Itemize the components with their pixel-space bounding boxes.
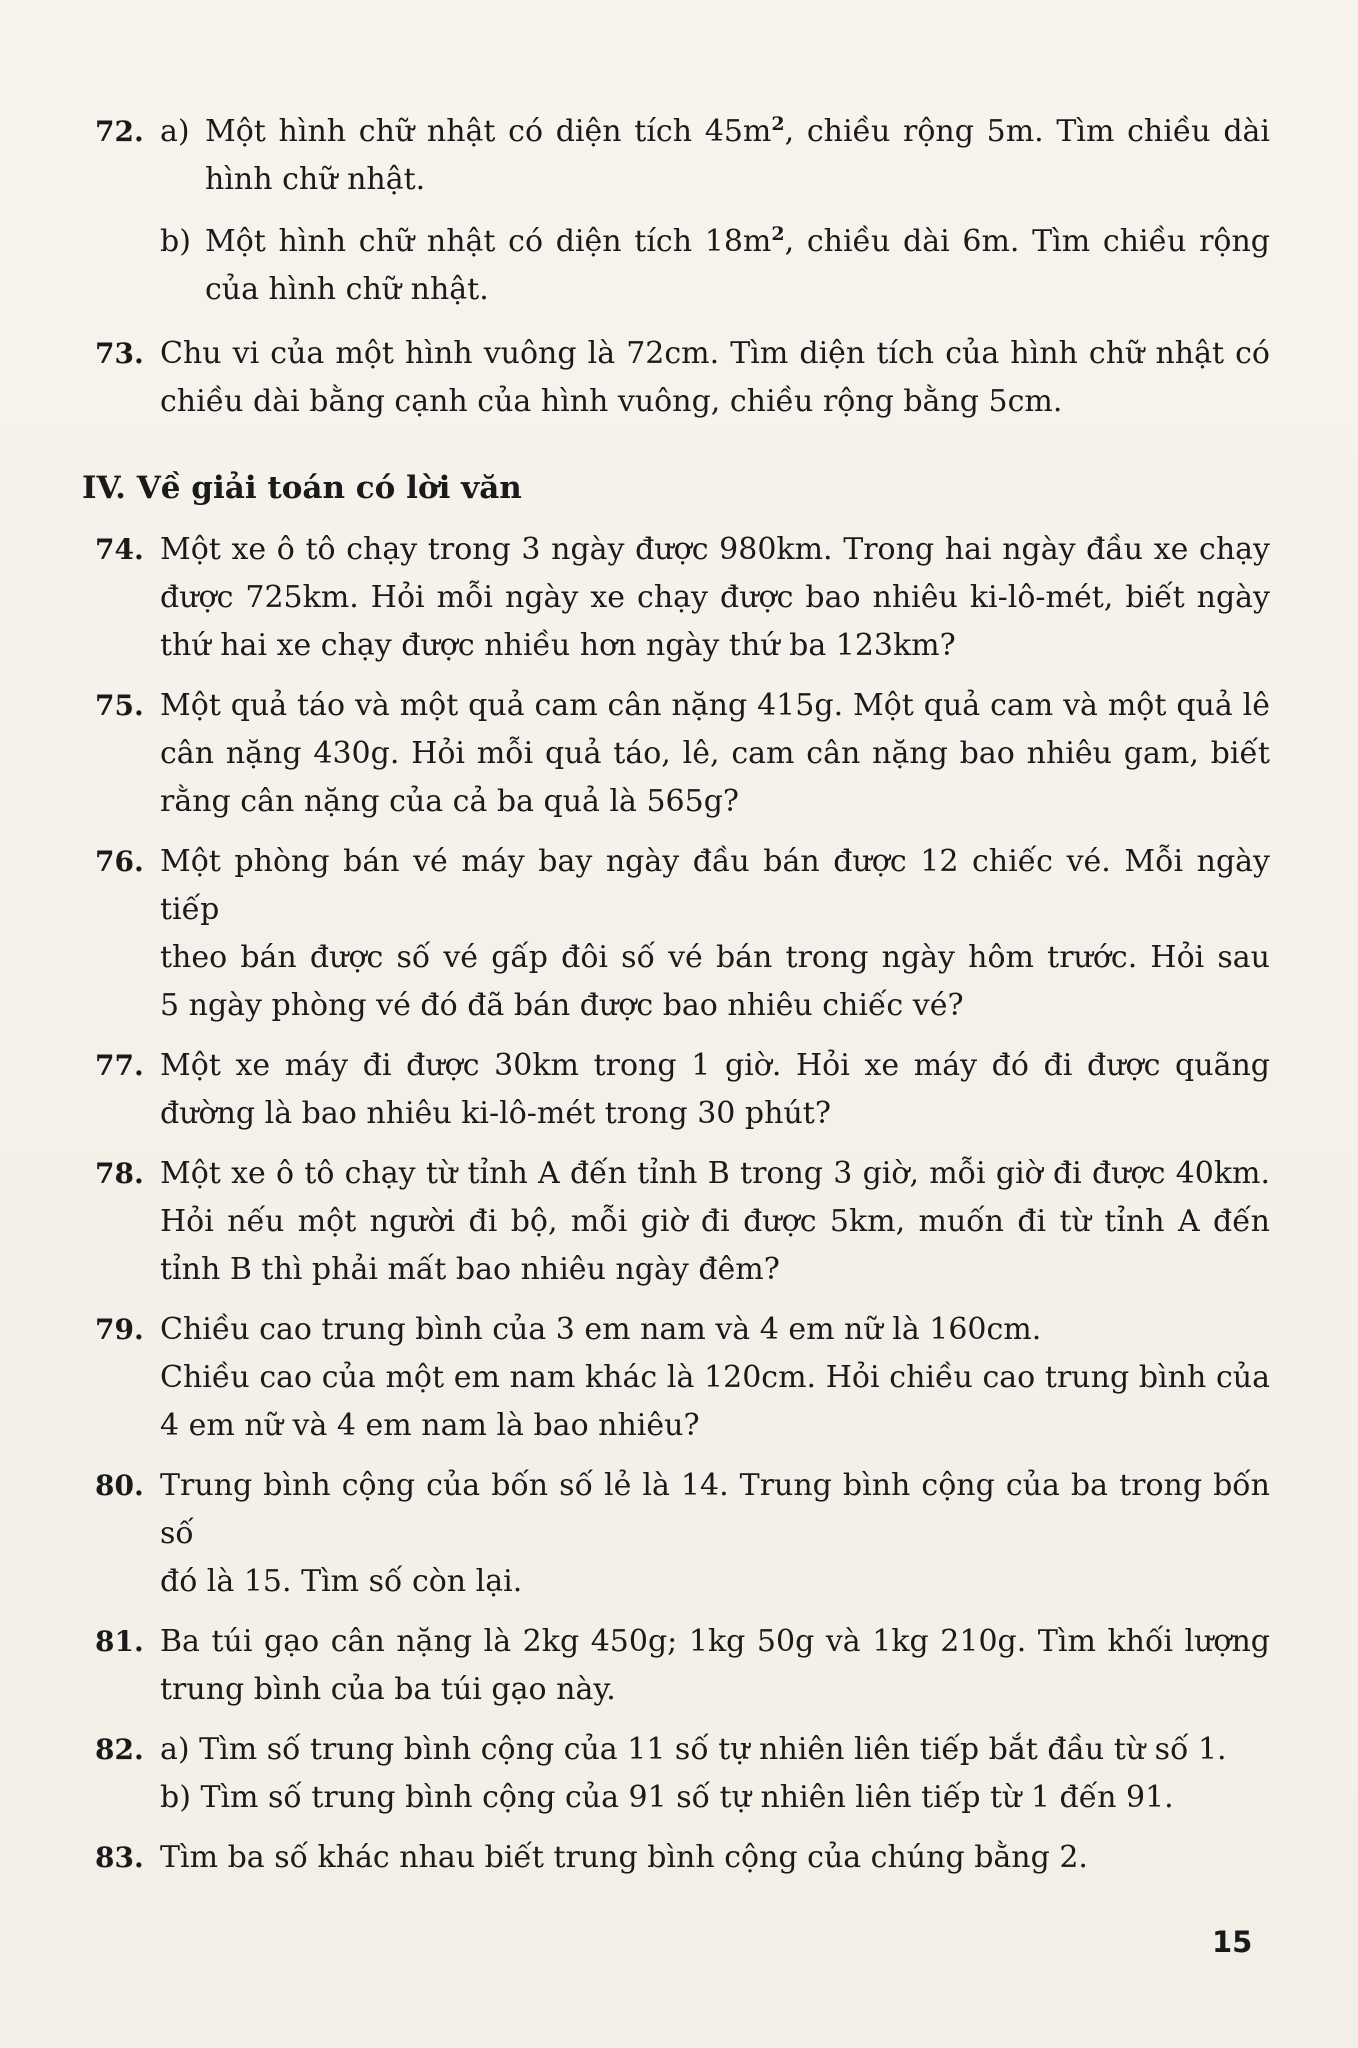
problem-81 [95, 1618, 1270, 1714]
part-label: b) [160, 224, 191, 259]
problem-number: 77. [95, 1049, 144, 1082]
problem-line: Một xe ô tô chạy trong 3 ngày được 980km. Trong hai ngày đầu xe chạy [160, 532, 1270, 567]
problem-list [95, 526, 1270, 1882]
problem-line: Một quả táo và một quả cam cân nặng 415g. Một quả cam và một quả lê [160, 688, 1270, 723]
problem-line: Một xe máy đi được 30km trong 1 giờ. Hỏi xe máy đó đi được quãng [160, 1048, 1270, 1083]
problem-line: của hình chữ nhật. [205, 272, 489, 307]
line-text: , chiều dài 6m. Tìm chiều rộng [784, 224, 1270, 259]
part-label: a) [160, 114, 190, 149]
problem-line: rằng cân nặng của cả ba quả là 565g? [160, 784, 740, 819]
problem-line: đó là 15. Tìm số còn lại. [160, 1564, 523, 1599]
problem-75 [95, 682, 1270, 826]
problem-number: 80. [95, 1469, 144, 1502]
problem-number: 79. [95, 1313, 144, 1346]
problem-line: Một phòng bán vé máy bay ngày đầu bán được 12 chiếc vé. Mỗi ngày tiếp [160, 844, 1270, 927]
problem-line [205, 108, 1270, 156]
problem-73 [95, 330, 1270, 426]
page-content [82, 108, 1270, 1894]
problem-line: theo bán được số vé gấp đôi số vé bán trong ngày hôm trước. Hỏi sau [160, 940, 1270, 975]
problem-number: 83. [95, 1841, 144, 1874]
problem-number: 78. [95, 1157, 144, 1190]
problem-number: 81. [95, 1625, 144, 1658]
problem-line: Chiều cao trung bình của 3 em nam và 4 em nữ là 160cm. [160, 1312, 1042, 1347]
problem-line: a) Tìm số trung bình cộng của 11 số tự nhiên liên tiếp bắt đầu từ số 1. [160, 1732, 1227, 1767]
problem-74 [95, 526, 1270, 670]
problem-line: được 725km. Hỏi mỗi ngày xe chạy được bao nhiêu ki-lô-mét, biết ngày [160, 580, 1270, 615]
problem-line: 5 ngày phòng vé đó đã bán được bao nhiêu chiếc vé? [160, 988, 964, 1023]
problem-line: Trung bình cộng của bốn số lẻ là 14. Trung bình cộng của ba trong bốn số [160, 1468, 1270, 1551]
problem-line: chiều dài bằng cạnh của hình vuông, chiều rộng bằng 5cm. [160, 384, 1063, 419]
problem-line: b) Tìm số trung bình cộng của 91 số tự nhiên liên tiếp từ 1 đến 91. [160, 1780, 1174, 1815]
problem-line: Chiều cao của một em nam khác là 120cm. Hỏi chiều cao trung bình của [160, 1360, 1270, 1395]
line-text: , chiều rộng 5m. Tìm chiều dài [784, 114, 1270, 149]
problem-80 [95, 1462, 1270, 1606]
problem-79 [95, 1306, 1270, 1450]
problem-line: thứ hai xe chạy được nhiều hơn ngày thứ ba 123km? [160, 628, 956, 663]
problem-number: 72. [95, 115, 144, 148]
problem-number: 73. [95, 337, 144, 370]
problem-78 [95, 1150, 1270, 1294]
problem-77 [95, 1042, 1270, 1138]
problem-line: 4 em nữ và 4 em nam là bao nhiêu? [160, 1408, 700, 1443]
problem-line: đường là bao nhiêu ki-lô-mét trong 30 phút? [160, 1096, 831, 1131]
page-number: 15 [1212, 1925, 1253, 1959]
problem-number: 75. [95, 689, 144, 722]
problem-number: 74. [95, 533, 144, 566]
problem-line: Ba túi gạo cân nặng là 2kg 450g; 1kg 50g và 1kg 210g. Tìm khối lượng [160, 1624, 1270, 1659]
superscript: 2 [771, 113, 785, 135]
problem-line [205, 218, 1270, 266]
line-text: Một hình chữ nhật có diện tích 45m [205, 114, 772, 149]
section-heading: IV. Về giải toán có lời văn [82, 470, 522, 506]
problem-82 [95, 1726, 1270, 1822]
problem-number: 76. [95, 845, 144, 878]
problem-72-part-a [160, 108, 1270, 204]
problem-line: hình chữ nhật. [205, 162, 426, 197]
problem-line: cân nặng 430g. Hỏi mỗi quả táo, lê, cam cân nặng bao nhiêu gam, biết [160, 736, 1270, 771]
problem-line: trung bình của ba túi gạo này. [160, 1672, 616, 1707]
problem-83 [95, 1834, 1270, 1882]
line-text: Một hình chữ nhật có diện tích 18m [205, 224, 772, 259]
problem-line: Chu vi của một hình vuông là 72cm. Tìm diện tích của hình chữ nhật có [160, 336, 1270, 371]
problem-line: tỉnh B thì phải mất bao nhiêu ngày đêm? [160, 1252, 780, 1287]
problem-line: Một xe ô tô chạy từ tỉnh A đến tỉnh B trong 3 giờ, mỗi giờ đi được 40km. [160, 1156, 1270, 1191]
superscript: 2 [771, 223, 785, 245]
problem-line: Hỏi nếu một người đi bộ, mỗi giờ đi được 5km, muốn đi từ tỉnh A đến [160, 1204, 1270, 1239]
problem-76 [95, 838, 1270, 1030]
problem-72-part-b [160, 218, 1270, 314]
problem-line: Tìm ba số khác nhau biết trung bình cộng của chúng bằng 2. [160, 1840, 1088, 1875]
problem-number: 82. [95, 1733, 144, 1766]
problem-72 [95, 108, 1270, 314]
